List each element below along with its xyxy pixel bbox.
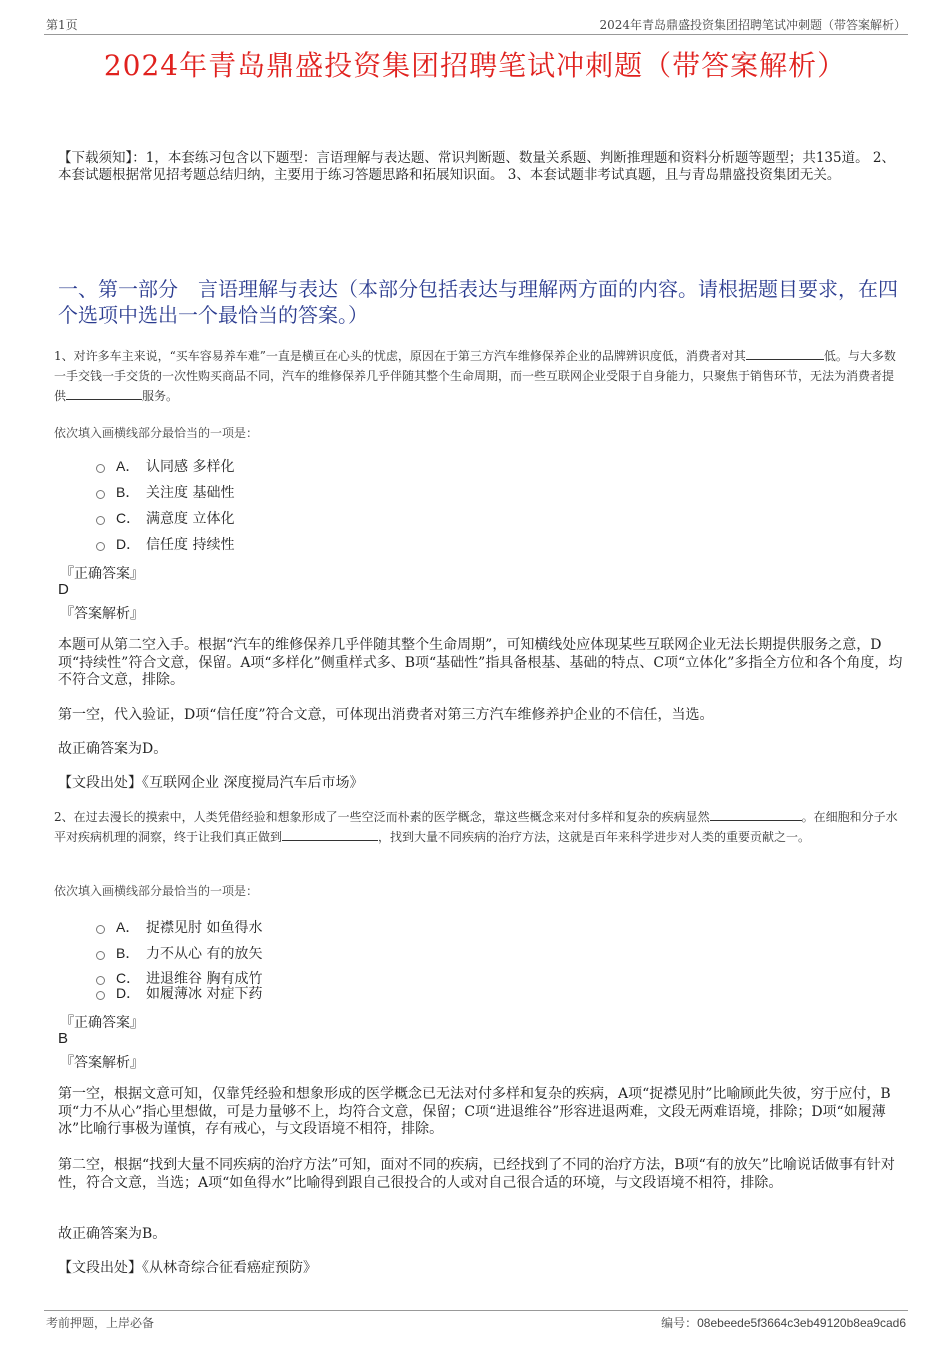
section-heading: 一、第一部分 言语理解与表达（本部分包括表达与理解两方面的内容。请根据题目要求，在四个选项中选出一个最恰当的答案。）: [58, 277, 898, 327]
radio-icon[interactable]: [96, 991, 105, 1000]
stem-part: 服务。: [142, 389, 179, 403]
download-notice: 【下载须知】：1，本套练习包含以下题型：言语理解与表达题、常识判断题、数量关系题、判断推理题和资料分析题等题型；共135道。 2、本套试题根据常见招考题总结归纳，主要用于练习答题思路和拓展知识面。 3、本套试题非考试真题，且与青岛鼎盛投资集团无关。: [58, 150, 895, 183]
question-stem: [54, 807, 904, 847]
analysis-paragraph: 第一空，根据文意可知，仅靠凭经验和想象形成的医学概念已无法对付多样和复杂的疾病，A项“捉襟见肘”比喻顾此失彼，穷于应付，B项“力不从心”指心里想做，可是力量够不上，均符合文意，保留；C项“进退维谷”形容进退两难，文段无两难语境，排除；D项“如履薄冰”比喻行事极为谨慎，存有戒心，与文段语境不相符，排除。: [58, 1086, 891, 1137]
option-c[interactable]: C． 满意度 立体化: [96, 508, 234, 528]
analysis-paragraph: 本题可从第二空入手。根据“汽车的维修保养几乎伴随其整个生命周期”，可知横线处应体现某些互联网企业无法长期提供服务之意，D项“持续性”符合文意，保留。A项“多样化”侧重样式多、B项“基础性”指具备根基、基础的特点、C项“立体化”多指全方位和各个角度，均不符合文意，排除。: [58, 637, 903, 688]
answer-blank: [66, 387, 142, 400]
option-b[interactable]: B． 关注度 基础性: [96, 482, 234, 502]
page-title: 2024年青岛鼎盛投资集团招聘笔试冲刺题（带答案解析）: [103, 49, 847, 82]
question-instruction: 依次填入画横线部分最恰当的一项是：: [54, 426, 259, 440]
footer-slogan: 考前押题，上岸必备: [46, 1316, 155, 1330]
analysis-label: 『答案解析』: [60, 606, 144, 622]
analysis-label: 『答案解析』: [60, 1055, 144, 1071]
answer-label: 『正确答案』: [60, 566, 144, 582]
question-stem: [54, 346, 904, 406]
running-title: 2024年青岛鼎盛投资集团招聘笔试冲刺题（带答案解析）: [599, 18, 906, 32]
answer-label: 『正确答案』: [60, 1015, 144, 1031]
option-a[interactable]: A． 捉襟见肘 如鱼得水: [96, 917, 262, 937]
code-value: 08ebeede5f3664c3eb49120b8ea9cad6: [697, 1316, 906, 1330]
stem-part: ，找到大量不同疾病的治疗方法，这就是百年来科学进步对人类的重要贡献之一。: [378, 830, 811, 844]
radio-icon[interactable]: [96, 925, 105, 934]
analysis-paragraph: 故正确答案为D。: [58, 741, 168, 757]
option-d[interactable]: D． 如履薄冰 对症下药: [96, 983, 262, 1003]
radio-icon[interactable]: [96, 464, 105, 473]
analysis-paragraph: 故正确答案为B。: [58, 1226, 167, 1242]
answer-blank: [746, 347, 824, 360]
analysis-paragraph: 第一空，代入验证，D项“信任度”符合文意，可体现出消费者对第三方汽车维修养护企业的不信任，当选。: [58, 707, 714, 723]
answer-blank: [282, 828, 378, 841]
radio-icon[interactable]: [96, 951, 105, 960]
source-citation: 【文段出处】《从林奇综合征看癌症预防》: [58, 1260, 317, 1276]
code-label: 编号：: [661, 1316, 698, 1330]
stem-part: 2、在过去漫长的摸索中，人类凭借经验和想象形成了一些空泛而朴素的医学概念，靠这些概念来对付多样和复杂的疾病显然: [54, 810, 710, 824]
question-instruction: 依次填入画横线部分最恰当的一项是：: [54, 884, 259, 898]
radio-icon[interactable]: [96, 490, 105, 499]
option-c[interactable]: C． 进退维谷 胸有成竹: [96, 968, 262, 988]
answer-blank: [710, 808, 802, 821]
page-number: 第1页: [46, 18, 78, 32]
footer-divider: [44, 1310, 908, 1311]
option-d[interactable]: D． 信任度 持续性: [96, 534, 234, 554]
analysis-paragraph: 第二空，根据“找到大量不同疾病的治疗方法”可知，面对不同的疾病，已经找到了不同的治疗方法，B项“有的放矢”比喻说话做事有针对性，符合文意，当选；A项“如鱼得水”比喻得到跟自己很投合的人或对自己很合适的环境，与文段语境不相符，排除。: [58, 1157, 895, 1191]
option-a[interactable]: A． 认同感 多样化: [96, 456, 234, 476]
stem-part: 低。与大多数一手交钱一手交货的一次性购买商品不同，汽车的维修保养几乎伴随其整个生命周期，而一些互联网企业受限于自身能力，只聚焦于销售环节，无法为消费者提供: [54, 349, 896, 403]
source-citation: 【文段出处】《互联网企业 深度搅局汽车后市场》: [58, 775, 364, 791]
header-divider: [44, 34, 908, 35]
correct-answer: B: [58, 1030, 69, 1047]
correct-answer: D: [58, 581, 69, 598]
stem-part: 。在细胞和分子水平对疾病机理的洞察，终于让我们真正做到: [54, 810, 898, 844]
stem-part: 1、对许多车主来说，“买车容易养车难”一直是横亘在心头的忧虑，原因在于第三方汽车维修保养企业的品牌辨识度低，消费者对其: [54, 349, 746, 363]
radio-icon[interactable]: [96, 516, 105, 525]
radio-icon[interactable]: [96, 542, 105, 551]
document-code: [661, 1314, 906, 1331]
option-b[interactable]: B． 力不从心 有的放矢: [96, 943, 262, 963]
